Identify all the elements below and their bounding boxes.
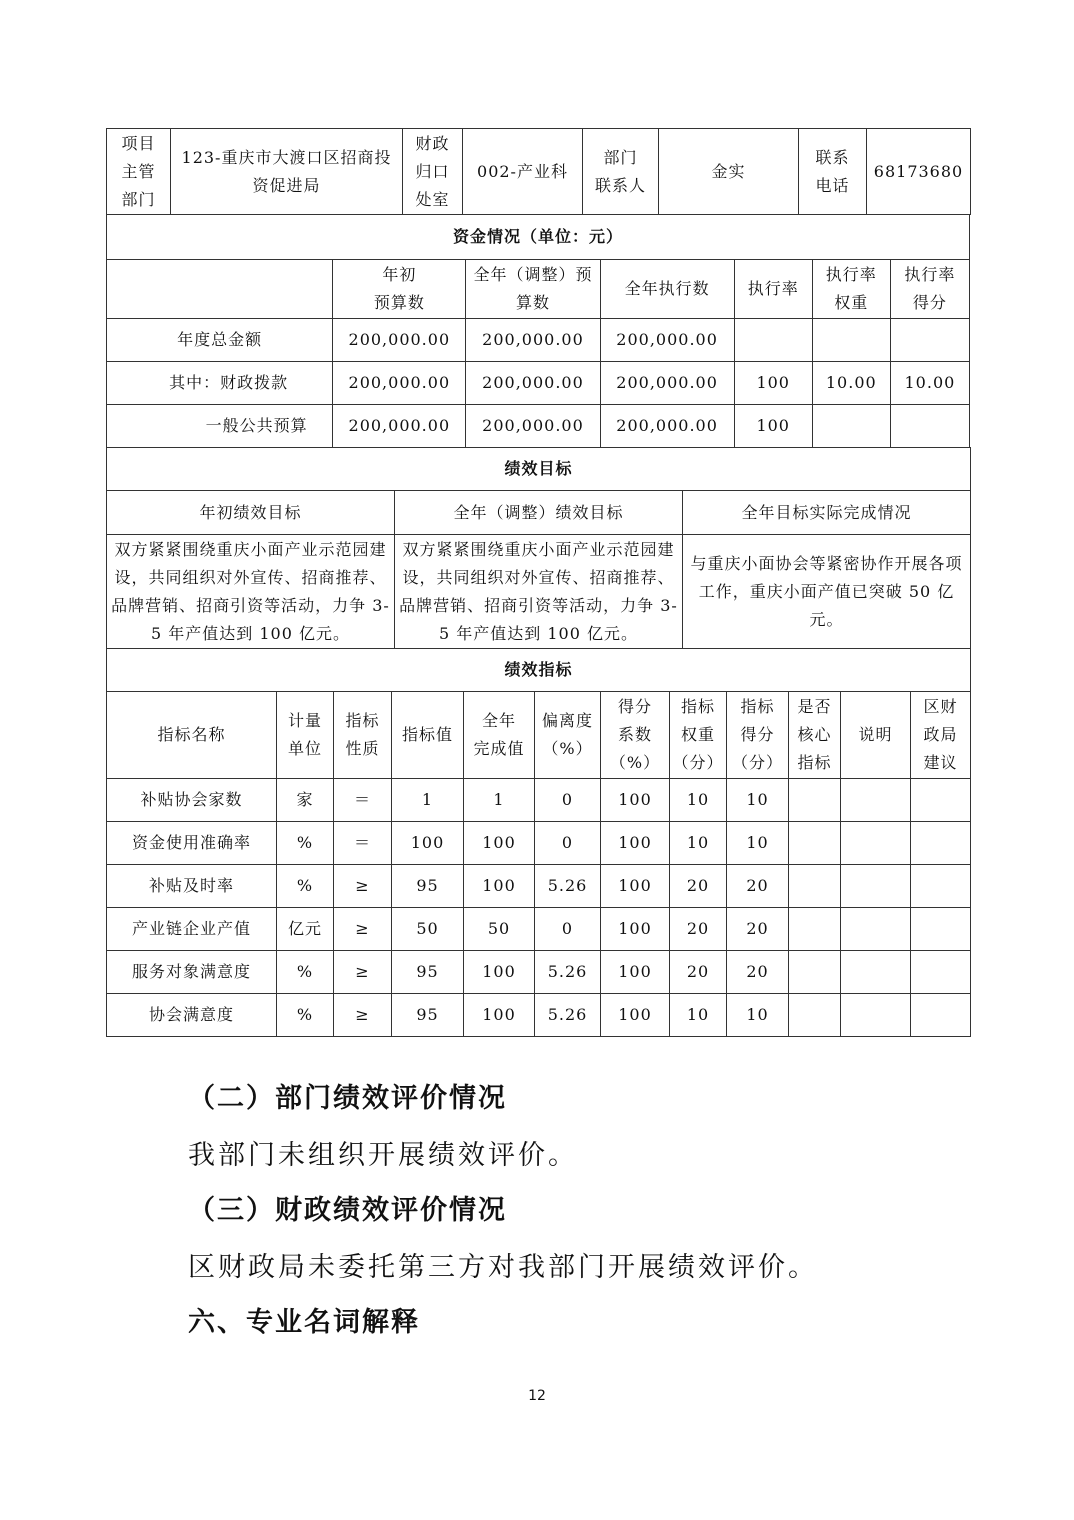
indicator-cell: 100 xyxy=(601,994,670,1037)
funds-row xyxy=(107,405,970,448)
terms-heading: 六、专业名词解释 xyxy=(188,1307,420,1338)
indicator-cell: % xyxy=(277,822,334,865)
indicator-cell: ≥ xyxy=(334,951,392,994)
indicators-header-cell: 是否 核心 指标 xyxy=(789,692,841,779)
funds-table xyxy=(106,214,970,448)
indicator-cell xyxy=(789,908,841,951)
indicator-cell xyxy=(841,951,911,994)
indicator-cell: 50 xyxy=(464,908,535,951)
indicator-row xyxy=(107,994,971,1037)
indicator-cell xyxy=(911,779,971,822)
indicator-row xyxy=(107,779,971,822)
dept-eval-text: 我部门未组织开展绩效评价。 xyxy=(188,1140,578,1171)
indicator-cell: 1 xyxy=(392,779,464,822)
indicator-cell xyxy=(911,865,971,908)
indicator-cell xyxy=(911,908,971,951)
funds-cell xyxy=(812,319,890,362)
indicator-cell xyxy=(841,822,911,865)
indicator-cell: 5.26 xyxy=(535,865,601,908)
indicator-cell: 100 xyxy=(464,994,535,1037)
project-dept-label: 项目 主管 部门 xyxy=(107,129,171,215)
indicator-name: 产业链企业产值 xyxy=(107,908,277,951)
indicator-cell xyxy=(789,779,841,822)
goals-section-title: 绩效目标 xyxy=(107,448,971,491)
finance-office-value: 002-产业科 xyxy=(463,129,583,215)
funds-row xyxy=(107,319,970,362)
indicator-cell: % xyxy=(277,865,334,908)
funds-header-cell: 年初 预算数 xyxy=(333,260,466,319)
indicators-header-cell: 指标 权重 （分） xyxy=(670,692,727,779)
indicator-cell: 100 xyxy=(601,822,670,865)
funds-header-cell: 执行率 得分 xyxy=(890,260,969,319)
funds-cell: 200,000.00 xyxy=(600,362,734,405)
indicator-cell: 5.26 xyxy=(535,951,601,994)
indicator-cell: 家 xyxy=(277,779,334,822)
indicator-cell: 0 xyxy=(535,822,601,865)
project-dept-value: 123-重庆市大渡口区招商投 资促进局 xyxy=(171,129,403,215)
indicator-row xyxy=(107,822,971,865)
indicator-cell: 100 xyxy=(464,822,535,865)
project-info-table xyxy=(106,128,971,215)
indicators-header-cell: 指标名称 xyxy=(107,692,277,779)
indicators-table xyxy=(106,648,971,1037)
goals-adjusted-text: 双方紧紧围绕重庆小面产业示范园建设，共同组织对外宣传、招商推荐、品牌营销、招商引资等活动，力争 3-5 年产值达到 100 亿元。 xyxy=(395,535,683,649)
indicator-cell xyxy=(789,865,841,908)
contact-label: 部门 联系人 xyxy=(583,129,659,215)
indicator-cell: 20 xyxy=(727,951,789,994)
indicators-header-cell: 说明 xyxy=(841,692,911,779)
indicator-row xyxy=(107,908,971,951)
funds-cell: 200,000.00 xyxy=(466,405,600,448)
indicators-header-row xyxy=(107,692,971,779)
page-number: 12 xyxy=(528,1388,546,1404)
indicators-header-cell: 全年 完成值 xyxy=(464,692,535,779)
indicator-cell xyxy=(841,908,911,951)
funds-cell: 10.00 xyxy=(812,362,890,405)
indicators-header-cell: 指标值 xyxy=(392,692,464,779)
indicator-cell: ≥ xyxy=(334,994,392,1037)
finance-eval-text: 区财政局未委托第三方对我部门开展绩效评价。 xyxy=(188,1252,818,1283)
indicator-cell xyxy=(789,822,841,865)
indicator-cell: 10 xyxy=(670,994,727,1037)
indicators-section-title: 绩效指标 xyxy=(107,649,971,692)
indicators-header-cell: 得分 系数 （%） xyxy=(601,692,670,779)
funds-cell: 200,000.00 xyxy=(333,405,466,448)
indicator-cell: % xyxy=(277,994,334,1037)
funds-cell: 年度总金额 xyxy=(107,319,333,362)
indicator-cell xyxy=(911,951,971,994)
contact-value: 金实 xyxy=(659,129,799,215)
indicators-body xyxy=(107,779,971,1037)
phone-value: 68173680 xyxy=(867,129,971,215)
indicator-row xyxy=(107,951,971,994)
indicators-header-cell: 指标 得分 （分） xyxy=(727,692,789,779)
indicator-cell: 10 xyxy=(727,779,789,822)
indicator-cell: 5.26 xyxy=(535,994,601,1037)
indicator-name: 服务对象满意度 xyxy=(107,951,277,994)
goals-initial-text: 双方紧紧围绕重庆小面产业示范园建设，共同组织对外宣传、招商推荐、品牌营销、招商引资等活动，力争 3-5 年产值达到 100 亿元。 xyxy=(107,535,395,649)
funds-cell: 其中：财政拨款 xyxy=(107,362,333,405)
indicators-header-cell: 指标 性质 xyxy=(334,692,392,779)
goals-table xyxy=(106,447,971,649)
funds-cell: 200,000.00 xyxy=(466,319,600,362)
indicator-cell: 95 xyxy=(392,865,464,908)
funds-section-title: 资金情况（单位：元） xyxy=(107,215,970,260)
indicator-cell: 100 xyxy=(601,951,670,994)
funds-cell: 100 xyxy=(734,362,812,405)
indicators-header-cell: 偏离度 （%） xyxy=(535,692,601,779)
indicator-cell: 10 xyxy=(727,994,789,1037)
indicator-cell: 20 xyxy=(727,865,789,908)
indicator-name: 资金使用准确率 xyxy=(107,822,277,865)
indicator-cell: 10 xyxy=(670,822,727,865)
indicator-cell: 20 xyxy=(670,865,727,908)
indicator-cell: 10 xyxy=(670,779,727,822)
goals-header-adjusted: 全年（调整）绩效目标 xyxy=(395,491,683,535)
indicator-cell: 亿元 xyxy=(277,908,334,951)
indicator-cell xyxy=(841,865,911,908)
funds-header-cell: 执行率 权重 xyxy=(812,260,890,319)
indicator-cell: ≥ xyxy=(334,908,392,951)
funds-cell xyxy=(890,405,969,448)
indicator-name: 协会满意度 xyxy=(107,994,277,1037)
funds-header-cell: 全年（调整）预 算数 xyxy=(466,260,600,319)
indicator-cell: 100 xyxy=(464,951,535,994)
funds-header-cell: 全年执行数 xyxy=(600,260,734,319)
indicator-cell: 0 xyxy=(535,908,601,951)
indicator-cell: 0 xyxy=(535,779,601,822)
indicator-cell xyxy=(841,994,911,1037)
indicator-cell: 50 xyxy=(392,908,464,951)
indicator-cell: 100 xyxy=(601,865,670,908)
funds-cell: 200,000.00 xyxy=(333,319,466,362)
indicators-header-cell: 计量 单位 xyxy=(277,692,334,779)
indicator-row xyxy=(107,865,971,908)
indicator-cell: 95 xyxy=(392,994,464,1037)
indicator-name: 补贴协会家数 xyxy=(107,779,277,822)
funds-cell: 200,000.00 xyxy=(600,319,734,362)
funds-cell: 一般公共预算 xyxy=(107,405,333,448)
indicator-cell: 20 xyxy=(670,908,727,951)
goals-actual-text: 与重庆小面协会等紧密协作开展各项工作，重庆小面产值已突破 50 亿元。 xyxy=(683,535,971,649)
indicator-cell: 1 xyxy=(464,779,535,822)
goals-header-actual: 全年目标实际完成情况 xyxy=(683,491,971,535)
indicator-cell: ≥ xyxy=(334,865,392,908)
goals-header-initial: 年初绩效目标 xyxy=(107,491,395,535)
indicators-header-cell: 区财 政局 建议 xyxy=(911,692,971,779)
funds-cell xyxy=(812,405,890,448)
indicator-cell: % xyxy=(277,951,334,994)
funds-row xyxy=(107,362,970,405)
indicator-name: 补贴及时率 xyxy=(107,865,277,908)
indicator-cell: ＝ xyxy=(334,822,392,865)
finance-office-label: 财政 归口 处室 xyxy=(403,129,463,215)
indicator-cell xyxy=(911,822,971,865)
dept-eval-heading: （二）部门绩效评价情况 xyxy=(188,1083,507,1114)
indicator-cell: 100 xyxy=(601,779,670,822)
indicator-cell xyxy=(841,779,911,822)
funds-header-cell xyxy=(107,260,333,319)
indicator-cell: 20 xyxy=(670,951,727,994)
indicator-cell xyxy=(789,994,841,1037)
funds-header-row xyxy=(107,260,970,319)
indicator-cell: 100 xyxy=(464,865,535,908)
funds-cell: 200,000.00 xyxy=(600,405,734,448)
funds-cell: 200,000.00 xyxy=(466,362,600,405)
funds-cell xyxy=(734,319,812,362)
indicator-cell: 100 xyxy=(601,908,670,951)
indicator-cell: ＝ xyxy=(334,779,392,822)
funds-cell: 200,000.00 xyxy=(333,362,466,405)
phone-label: 联系 电话 xyxy=(799,129,867,215)
funds-cell: 10.00 xyxy=(890,362,969,405)
indicator-cell xyxy=(911,994,971,1037)
funds-header-cell: 执行率 xyxy=(734,260,812,319)
indicator-cell: 100 xyxy=(392,822,464,865)
finance-eval-heading: （三）财政绩效评价情况 xyxy=(188,1195,507,1226)
funds-cell xyxy=(890,319,969,362)
indicator-cell: 95 xyxy=(392,951,464,994)
funds-cell: 100 xyxy=(734,405,812,448)
indicator-cell xyxy=(789,951,841,994)
indicator-cell: 10 xyxy=(727,822,789,865)
indicator-cell: 20 xyxy=(727,908,789,951)
